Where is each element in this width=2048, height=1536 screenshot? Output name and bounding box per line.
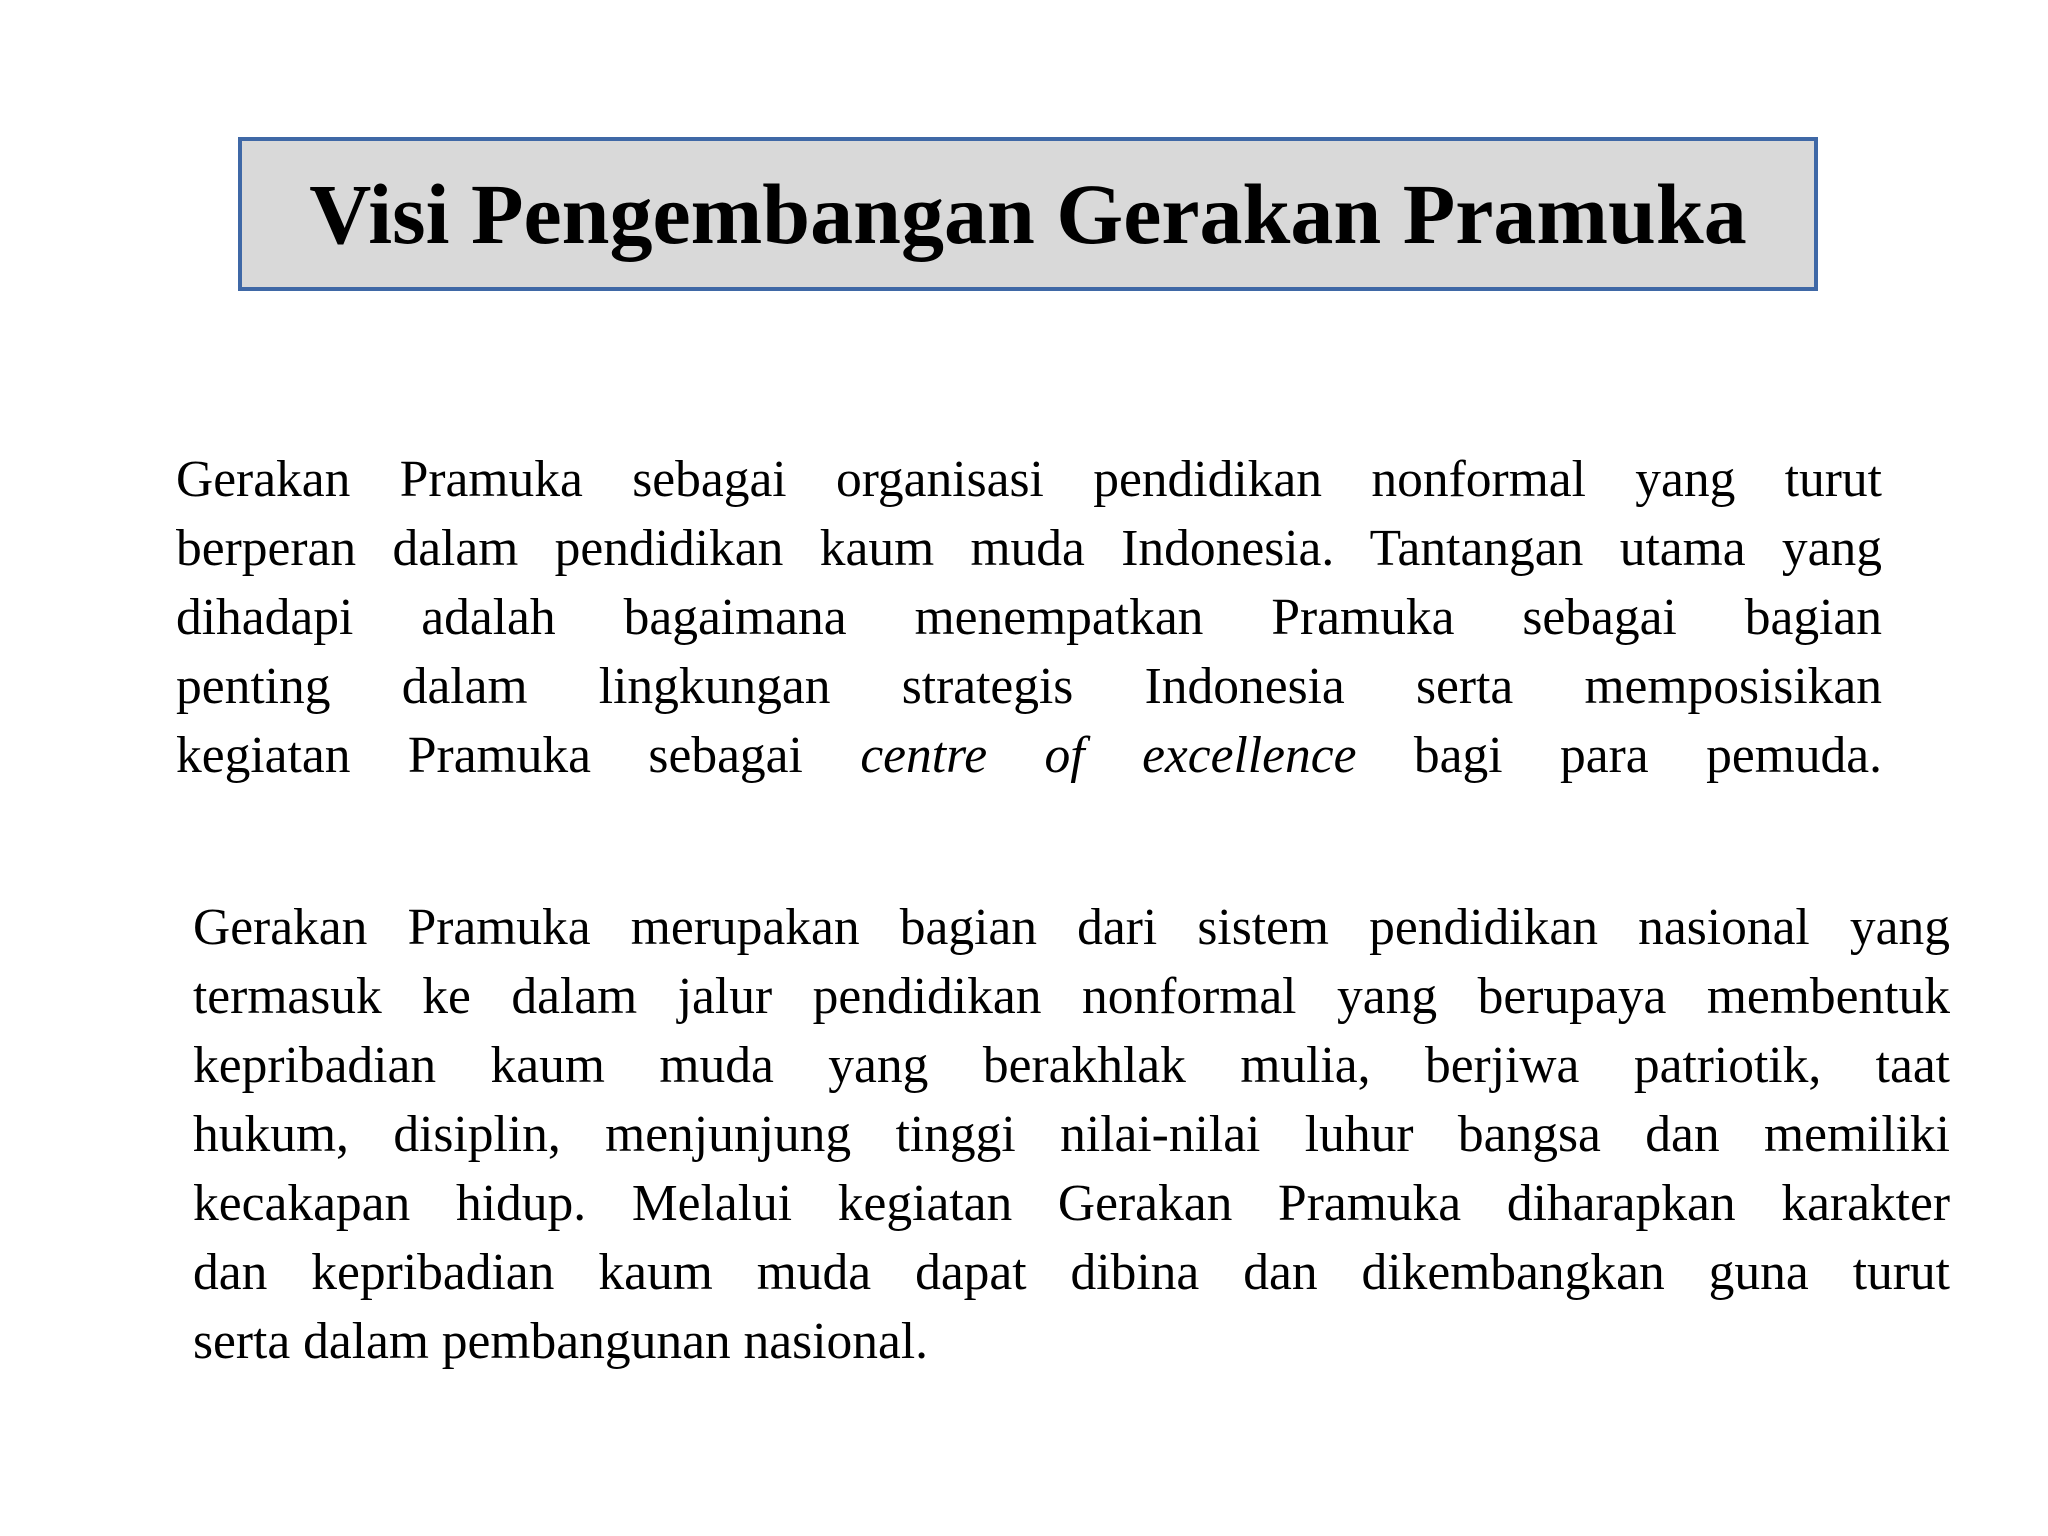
paragraph-vision-intro xyxy=(176,445,1882,790)
paragraph-1-last-before: kegiatan Pramuka sebagai xyxy=(176,727,803,784)
paragraph-1-last-line xyxy=(176,721,1882,790)
centre-of-excellence-italic: centre of excellence xyxy=(860,727,1357,784)
paragraph-2-line: hukum, disiplin, menjunjung tinggi nilai-nilai luhur bangsa dan memiliki xyxy=(193,1106,1950,1163)
paragraph-2-line: dan kepribadian kaum muda dapat dibina dan dikembangkan guna turut xyxy=(193,1244,1950,1301)
paragraph-2-line: kepribadian kaum muda yang berakhlak mulia, berjiwa patriotik, taat xyxy=(193,1037,1950,1094)
paragraph-1-line: dihadapi adalah bagaimana menempatkan Pramuka sebagai bagian xyxy=(176,589,1882,646)
slide-title: Visi Pengembangan Gerakan Pramuka xyxy=(309,166,1747,262)
paragraph-2-line: termasuk ke dalam jalur pendidikan nonformal yang berupaya membentuk xyxy=(193,968,1950,1025)
paragraph-2-line: serta dalam pembangunan nasional. xyxy=(193,1313,929,1370)
paragraph-1-line: penting dalam lingkungan strategis Indonesia serta memposisikan xyxy=(176,658,1882,715)
paragraph-2-line: kecakapan hidup. Melalui kegiatan Gerakan Pramuka diharapkan karakter xyxy=(193,1175,1950,1232)
paragraph-1-line: Gerakan Pramuka sebagai organisasi pendidikan nonformal yang turut xyxy=(176,451,1882,508)
paragraph-1-line: berperan dalam pendidikan kaum muda Indonesia. Tantangan utama yang xyxy=(176,520,1882,577)
paragraph-2-line: Gerakan Pramuka merupakan bagian dari sistem pendidikan nasional yang xyxy=(193,899,1950,956)
paragraph-1-last-after: bagi para pemuda. xyxy=(1413,727,1883,784)
paragraph-national-education xyxy=(193,893,1950,1376)
slide-title-box xyxy=(238,137,1818,291)
